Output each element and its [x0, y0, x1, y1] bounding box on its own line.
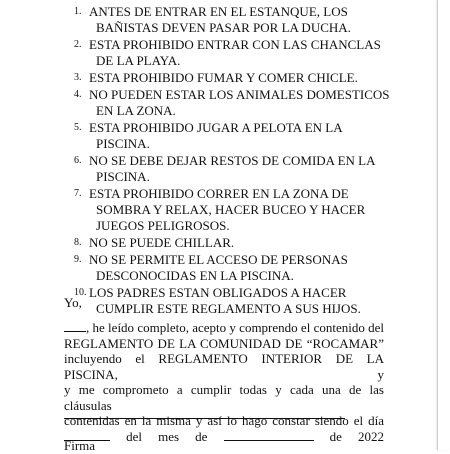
rule-text-continued: JUEGOS PELIGROSOS.	[96, 218, 230, 233]
rule-item	[0, 186, 432, 234]
declaration-paragraph	[64, 320, 384, 444]
date-row	[64, 429, 384, 445]
rule-text-continued: EN LA ZONA.	[96, 103, 176, 118]
rule-number: 1.	[74, 6, 82, 17]
declaration-line: y me comprometo a cumplir todas y cada una de las cláusulas	[64, 382, 384, 413]
rule-text: ESTA PROHIBIDO JUGAR A PELOTA EN LA	[89, 120, 343, 135]
rule-number: 9.	[74, 254, 82, 265]
rule-item	[0, 235, 432, 251]
declaration-line	[64, 320, 384, 336]
firma-label: Firma	[64, 438, 96, 453]
yo-label: Yo,	[64, 295, 82, 310]
rule-text-continued: SOMBRA Y RELAX, HACER BUCEO Y HACER	[96, 202, 366, 217]
rule-number: 3.	[74, 72, 82, 83]
rule-text: ANTES DE ENTRAR EN EL ESTANQUE, LOS	[89, 4, 348, 19]
date-de-text: de	[329, 428, 342, 444]
rule-item	[0, 87, 432, 119]
rule-text: ESTA PROHIBIDO CORRER EN LA ZONA DE	[89, 186, 349, 201]
rule-text: NO SE PERMITE EL ACCESO DE PERSONAS	[89, 252, 348, 267]
rule-item	[0, 120, 432, 152]
rule-text: NO SE PUEDE CHILLAR.	[89, 235, 235, 250]
signature-line	[64, 418, 345, 419]
rule-text: NO SE DEBE DEJAR RESTOS DE COMIDA EN LA	[89, 153, 376, 168]
rule-item	[0, 70, 432, 86]
rule-item	[0, 153, 432, 185]
date-del-text: del	[126, 428, 142, 444]
rule-text-continued: CUMPLIR ESTE REGLAMENTO A SUS HIJOS.	[96, 301, 361, 316]
rule-number: 5.	[74, 122, 82, 133]
rule-text-continued: PISCINA.	[96, 136, 150, 151]
rule-text-continued: DESCONOCIDAS EN LA PISCINA.	[96, 268, 294, 283]
year-text: 2022	[357, 428, 384, 444]
rule-text-continued: BAÑISTAS DEVEN PASAR POR LA DUCHA.	[96, 20, 351, 35]
rule-text: LOS PADRES ESTAN OBLIGADOS A HACER	[89, 285, 347, 300]
rule-number: 7.	[74, 188, 82, 199]
rule-item	[0, 252, 432, 284]
rule-number: 2.	[74, 39, 82, 50]
name-blank	[64, 320, 86, 332]
rule-item	[0, 4, 432, 36]
rule-number: 10.	[74, 287, 87, 298]
declaration-line: REGLAMENTO DE LA COMUNIDAD DE “ROCAMAR”	[64, 335, 384, 351]
page-edge	[437, 0, 450, 450]
rule-text: ESTA PROHIBIDO FUMAR Y COMER CHICLE.	[89, 70, 358, 85]
declaration-line: contenidas en la misma y así lo hago constar siendo el día	[64, 413, 384, 428]
declaration-text: , he leído completo, acepto y comprendo el contenido del	[86, 320, 384, 335]
rule-number: 8.	[74, 237, 82, 248]
declaration-line: incluyendo el REGLAMENTO INTERIOR DE LA PISCINA, y	[64, 351, 384, 382]
rule-number: 4.	[74, 89, 82, 100]
rule-text-continued: DE LA PLAYA.	[96, 53, 181, 68]
rule-item	[0, 37, 432, 69]
rule-text: ESTA PROHIBIDO ENTRAR CON LAS CHANCLAS	[89, 37, 381, 52]
date-de-text: de	[195, 428, 208, 444]
month-blank	[224, 429, 314, 441]
date-mes-text: mes	[158, 428, 180, 444]
rules-list	[0, 4, 432, 318]
rule-text: NO PUEDEN ESTAR LOS ANIMALES DOMESTICOS	[89, 87, 390, 102]
rule-text-continued: PISCINA.	[96, 169, 150, 184]
rule-number: 6.	[74, 155, 82, 166]
